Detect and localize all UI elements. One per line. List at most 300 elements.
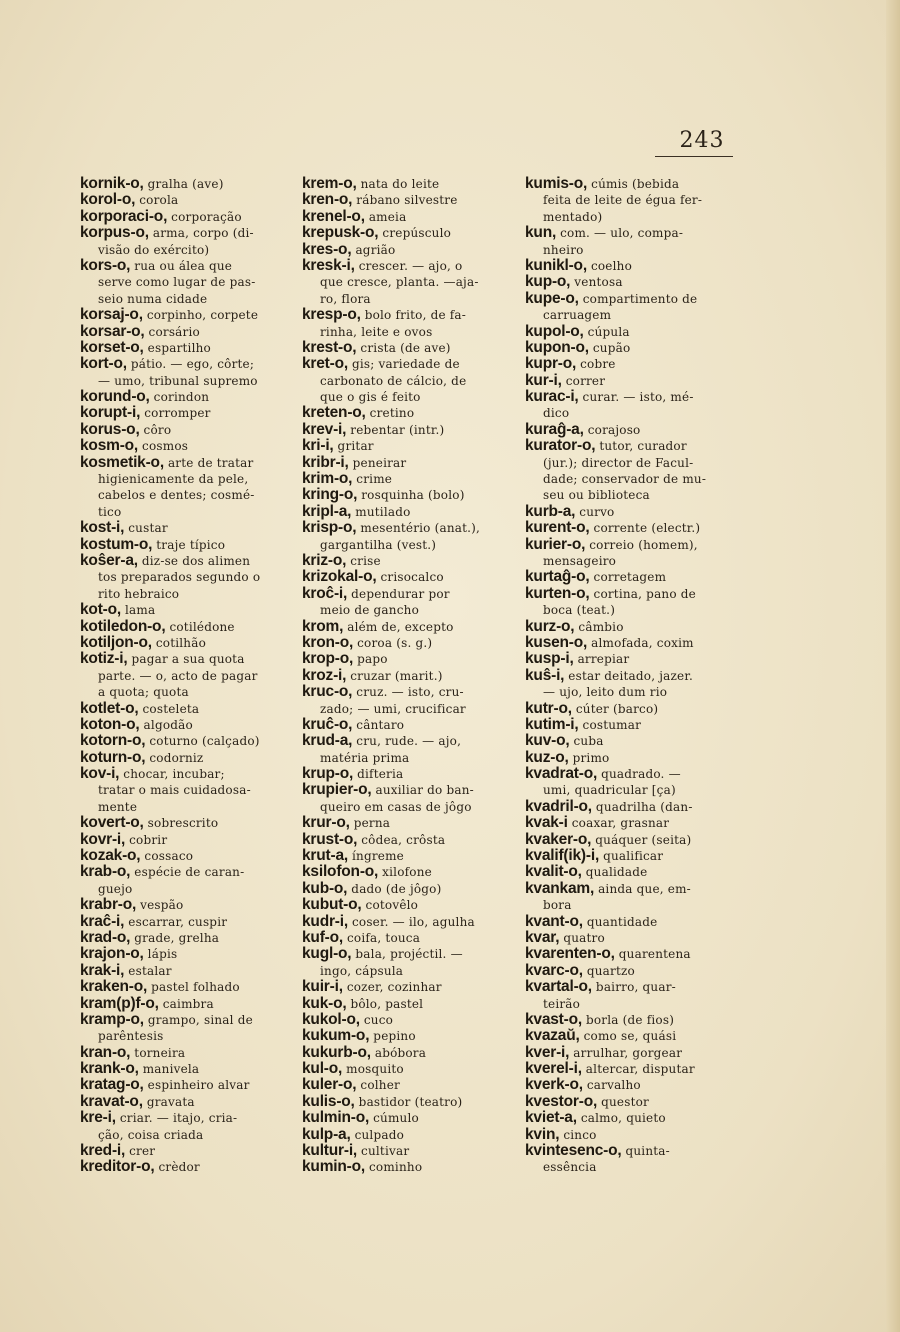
entry-headword: kulmin-o, bbox=[302, 1110, 370, 1127]
entry-definition: espartilho bbox=[143, 340, 211, 355]
entry-definition: costeleta bbox=[138, 701, 200, 716]
entry-definition: dado (de jôgo) bbox=[347, 881, 442, 896]
entry-headword: kot-o, bbox=[80, 602, 121, 619]
entry-definition: arrulhar, gorgear bbox=[569, 1045, 683, 1060]
dictionary-entry bbox=[525, 717, 737, 733]
entry-definition: criar. — itajo, cria- bbox=[115, 1111, 238, 1126]
entry-definition: torneira bbox=[130, 1045, 186, 1060]
entry-definition: diz-se dos alimen bbox=[137, 553, 251, 568]
entry-headword: kub-o, bbox=[302, 880, 348, 897]
entry-definition: cobre bbox=[576, 357, 616, 372]
dictionary-entry bbox=[302, 520, 512, 536]
entry-headword: kurb-a, bbox=[525, 503, 576, 520]
entry-definition: a quota; quota bbox=[98, 685, 189, 700]
dictionary-entry bbox=[80, 914, 288, 930]
entry-headword: kuz-o, bbox=[525, 749, 569, 766]
entry-definition: gis; variedade de bbox=[347, 357, 460, 372]
entry-headword: kraĉ-i, bbox=[80, 913, 125, 930]
entry-headword: kupon-o, bbox=[525, 339, 589, 356]
entry-headword: krenel-o, bbox=[302, 208, 365, 225]
dictionary-entry bbox=[80, 324, 288, 340]
entry-definition: cru, rude. — ajo, bbox=[352, 734, 462, 749]
entry-definition: custar bbox=[124, 521, 168, 536]
dictionary-entry bbox=[80, 651, 288, 667]
dictionary-entry bbox=[525, 799, 737, 815]
entry-headword: kraken-o, bbox=[80, 979, 148, 996]
entry-continuation bbox=[302, 602, 512, 618]
entry-definition: que o gis é feito bbox=[320, 390, 421, 405]
entry-continuation bbox=[80, 291, 288, 307]
dictionary-entry bbox=[80, 766, 288, 782]
entry-headword: korund-o, bbox=[80, 389, 150, 406]
entry-definition: coaxar, grasnar bbox=[567, 816, 670, 831]
dictionary-entry bbox=[80, 225, 288, 241]
entry-definition: mensageiro bbox=[543, 553, 617, 568]
dictionary-entry bbox=[302, 1012, 512, 1028]
dictionary-entry bbox=[302, 1110, 512, 1126]
entry-headword: korsaj-o, bbox=[80, 307, 143, 324]
entry-headword: krut-a, bbox=[302, 848, 348, 865]
entry-headword: krim-o, bbox=[302, 471, 353, 488]
entry-definition: coroa (s. g.) bbox=[353, 635, 433, 650]
entry-definition: coser. — ilo, agulha bbox=[347, 914, 475, 929]
entry-headword: kusen-o, bbox=[525, 634, 588, 651]
entry-definition: pátio. — ego, côrte; bbox=[126, 357, 255, 372]
dictionary-entry bbox=[80, 815, 288, 831]
dictionary-entry bbox=[525, 586, 737, 602]
entry-headword: kri-i, bbox=[302, 438, 334, 455]
entry-headword: krepusk-o, bbox=[302, 225, 379, 242]
entry-headword: kulis-o, bbox=[302, 1093, 355, 1110]
entry-headword: kovert-o, bbox=[80, 815, 144, 832]
entry-headword: kramp-o, bbox=[80, 1011, 144, 1028]
entry-definition: compartimento de bbox=[578, 291, 698, 306]
dictionary-entry bbox=[80, 635, 288, 651]
entry-definition: agrião bbox=[351, 242, 396, 257]
entry-definition: visão do exército) bbox=[98, 242, 210, 257]
entry-definition: quáquer (seita) bbox=[591, 832, 692, 847]
entry-definition: questor bbox=[597, 1094, 649, 1109]
dictionary-entry bbox=[525, 1094, 737, 1110]
entry-headword: kurator-o, bbox=[525, 438, 596, 455]
entry-headword: kverel-i, bbox=[525, 1061, 582, 1078]
entry-definition: queiro em casas de jôgo bbox=[320, 799, 472, 814]
entry-definition: gritar bbox=[333, 439, 374, 454]
entry-definition: crisocalco bbox=[376, 570, 444, 585]
entry-definition: câmbio bbox=[574, 619, 624, 634]
entry-headword: krop-o, bbox=[302, 651, 354, 668]
entry-definition: difteria bbox=[353, 767, 404, 782]
entry-headword: kotorn-o, bbox=[80, 733, 146, 750]
entry-headword: kuraĝ-a, bbox=[525, 421, 584, 438]
entry-continuation bbox=[525, 996, 737, 1012]
dictionary-entry bbox=[525, 258, 737, 274]
entry-headword: krank-o, bbox=[80, 1061, 139, 1078]
entry-continuation bbox=[525, 242, 737, 258]
entry-headword: krisp-o, bbox=[302, 520, 357, 537]
entry-headword: kvant-o, bbox=[525, 913, 583, 930]
entry-headword: korol-o, bbox=[80, 192, 136, 209]
entry-definition: corpinho, corpete bbox=[142, 308, 259, 323]
dictionary-entry bbox=[302, 864, 512, 880]
dictionary-entry bbox=[525, 537, 737, 553]
dictionary-entry bbox=[525, 848, 737, 864]
entry-headword: krest-o, bbox=[302, 339, 357, 356]
entry-headword: kren-o, bbox=[302, 192, 353, 209]
dictionary-entry bbox=[525, 225, 737, 241]
entry-definition: gravata bbox=[142, 1094, 195, 1109]
entry-continuation bbox=[302, 701, 512, 717]
entry-definition: parte. — o, acto de pagar bbox=[98, 668, 258, 683]
entry-headword: koŝer-a, bbox=[80, 552, 138, 569]
entry-definition: xilofone bbox=[378, 865, 432, 880]
entry-definition: crepúsculo bbox=[378, 226, 452, 241]
entry-continuation bbox=[302, 274, 512, 290]
entry-continuation bbox=[80, 1127, 288, 1143]
entry-continuation bbox=[525, 782, 737, 798]
entry-definition: crista (de ave) bbox=[356, 340, 451, 355]
dictionary-entry bbox=[302, 635, 512, 651]
entry-headword: krem-o, bbox=[302, 176, 357, 192]
entry-headword: kurent-o, bbox=[525, 520, 590, 537]
entry-continuation bbox=[80, 471, 288, 487]
entry-definition: curvo bbox=[575, 504, 615, 519]
entry-definition: escarrar, cuspir bbox=[124, 914, 228, 929]
dictionary-entry bbox=[80, 979, 288, 995]
dictionary-entry bbox=[525, 520, 737, 536]
dictionary-entry bbox=[80, 1077, 288, 1093]
entry-headword: kurz-o, bbox=[525, 618, 575, 635]
entry-definition: nata do leite bbox=[356, 177, 440, 191]
entry-definition: correio (homem), bbox=[585, 537, 698, 552]
entry-definition: pastel folhado bbox=[147, 980, 240, 995]
entry-definition: rosquinha (bolo) bbox=[357, 488, 465, 503]
entry-headword: kresp-o, bbox=[302, 307, 361, 324]
entry-definition: traje típico bbox=[152, 537, 226, 552]
entry-definition: corporação bbox=[167, 209, 242, 224]
entry-headword: kret-o, bbox=[302, 356, 348, 373]
dictionary-entry bbox=[302, 176, 512, 192]
entry-definition: mente bbox=[98, 799, 138, 814]
dictionary-entry bbox=[80, 996, 288, 1012]
dictionary-entry bbox=[302, 356, 512, 372]
entry-definition: ingo, cápsula bbox=[320, 963, 404, 978]
entry-definition: corindon bbox=[149, 390, 210, 405]
entry-headword: kuŝ-i, bbox=[525, 667, 565, 684]
entry-definition: lama bbox=[121, 603, 156, 618]
entry-continuation bbox=[80, 242, 288, 258]
entry-headword: kurten-o, bbox=[525, 585, 590, 602]
entry-definition: cuco bbox=[359, 1012, 394, 1027]
entry-headword: kresk-i, bbox=[302, 257, 355, 274]
entry-definition: mutilado bbox=[351, 504, 411, 519]
dictionary-entry bbox=[80, 930, 288, 946]
dictionary-entry bbox=[80, 1012, 288, 1028]
dictionary-entry bbox=[302, 766, 512, 782]
dictionary-entry bbox=[525, 750, 737, 766]
dictionary-entry bbox=[80, 553, 288, 569]
entry-headword: krab-o, bbox=[80, 864, 131, 881]
entry-definition: almofada, coxim bbox=[587, 635, 694, 650]
dictionary-entry bbox=[80, 602, 288, 618]
entry-definition: perna bbox=[349, 816, 391, 831]
page-edge bbox=[886, 0, 900, 1332]
entry-continuation bbox=[80, 274, 288, 290]
entry-headword: kul-o, bbox=[302, 1061, 343, 1078]
entry-definition: quarentena bbox=[614, 947, 691, 962]
entry-definition: com. — ulo, compa- bbox=[556, 226, 684, 241]
entry-definition: crescer. — ajo, o bbox=[354, 258, 463, 273]
entry-headword: kvadril-o, bbox=[525, 798, 592, 815]
entry-headword: kukol-o, bbox=[302, 1011, 360, 1028]
entry-definition: tos preparados segundo o bbox=[98, 570, 261, 585]
dictionary-entry bbox=[80, 1061, 288, 1077]
entry-definition: ção, coisa criada bbox=[98, 1127, 204, 1142]
entry-headword: kribr-i, bbox=[302, 454, 349, 471]
entry-definition: zado; — umi, crucificar bbox=[320, 701, 466, 716]
dictionary-entry bbox=[80, 537, 288, 553]
dictionary-entry bbox=[525, 373, 737, 389]
entry-definition: arrepiar bbox=[573, 652, 630, 667]
dictionary-entry bbox=[80, 848, 288, 864]
entry-headword: kuler-o, bbox=[302, 1077, 357, 1094]
entry-headword: kupr-o, bbox=[525, 356, 577, 373]
entry-headword: kun, bbox=[525, 225, 557, 242]
dictionary-entry bbox=[525, 963, 737, 979]
entry-headword: kram(p)f-o, bbox=[80, 995, 159, 1012]
entry-headword: korsar-o, bbox=[80, 323, 145, 340]
dictionary-entry bbox=[525, 274, 737, 290]
entry-definition: cúmis (bebida bbox=[587, 177, 680, 191]
entry-headword: krud-a, bbox=[302, 733, 353, 750]
entry-definition: cinco bbox=[559, 1127, 597, 1142]
entry-continuation bbox=[80, 799, 288, 815]
entry-definition: côro bbox=[139, 422, 172, 437]
dictionary-entry bbox=[525, 389, 737, 405]
entry-headword: kotiledon-o, bbox=[80, 618, 166, 635]
entry-headword: kosm-o, bbox=[80, 438, 139, 455]
dictionary-entry bbox=[302, 569, 512, 585]
entry-definition: sobrescrito bbox=[143, 816, 219, 831]
entry-definition: essência bbox=[543, 1160, 597, 1175]
entry-headword: kumin-o, bbox=[302, 1159, 365, 1176]
entry-definition: lápis bbox=[143, 947, 178, 962]
entry-definition: mosquito bbox=[342, 1062, 404, 1077]
entry-definition: crise bbox=[346, 553, 381, 568]
entry-definition: íngreme bbox=[347, 849, 404, 864]
entry-definition: seio numa cidade bbox=[98, 291, 208, 306]
dictionary-entry bbox=[80, 750, 288, 766]
entry-definition: correr bbox=[561, 373, 606, 388]
dictionary-entry bbox=[80, 619, 288, 635]
dictionary-entry bbox=[302, 586, 512, 602]
entry-headword: korpus-o, bbox=[80, 225, 149, 242]
entry-definition: feita de leite de égua fer- bbox=[543, 193, 703, 208]
entry-continuation bbox=[525, 1159, 737, 1175]
entry-headword: krajon-o, bbox=[80, 946, 144, 963]
dictionary-entry bbox=[80, 192, 288, 208]
entry-headword: krev-i, bbox=[302, 421, 347, 438]
entry-headword: kurtaĝ-o, bbox=[525, 569, 590, 586]
entry-headword: kuk-o, bbox=[302, 995, 347, 1012]
entry-definition: dade; conservador de mu- bbox=[543, 472, 707, 487]
entry-definition: que cresce, planta. —aja- bbox=[320, 275, 479, 290]
entry-continuation bbox=[302, 389, 512, 405]
entry-headword: krup-o, bbox=[302, 766, 354, 783]
dictionary-entry bbox=[302, 340, 512, 356]
dictionary-entry bbox=[302, 455, 512, 471]
entry-continuation bbox=[525, 684, 737, 700]
dictionary-entry bbox=[80, 701, 288, 717]
entry-headword: kre-i, bbox=[80, 1110, 116, 1127]
entry-definition: culpado bbox=[350, 1127, 405, 1142]
entry-definition: (jur.); director de Facul- bbox=[543, 455, 694, 470]
entry-headword: kotiz-i, bbox=[80, 651, 128, 668]
entry-definition: qualidade bbox=[581, 865, 648, 880]
entry-continuation bbox=[80, 684, 288, 700]
entry-definition: quinta- bbox=[621, 1144, 670, 1159]
entry-continuation bbox=[525, 405, 737, 421]
entry-definition: quartzo bbox=[582, 963, 635, 978]
entry-headword: kvankam, bbox=[525, 880, 595, 897]
entry-definition: nheiro bbox=[543, 242, 584, 257]
dictionary-entry bbox=[80, 832, 288, 848]
entry-continuation bbox=[80, 782, 288, 798]
entry-headword: kvak-i bbox=[525, 815, 568, 832]
entry-definition: cortina, pano de bbox=[589, 586, 696, 601]
dictionary-entry bbox=[302, 1159, 512, 1175]
entry-definition: borla (de fios) bbox=[581, 1012, 675, 1027]
entry-definition: cúter (barco) bbox=[571, 701, 659, 716]
entry-headword: kup-o, bbox=[525, 274, 571, 291]
entry-headword: kred-i, bbox=[80, 1143, 126, 1160]
entry-headword: kuf-o, bbox=[302, 929, 343, 946]
entry-definition: cabelos e dentes; cosmé- bbox=[98, 488, 255, 503]
entry-continuation bbox=[525, 192, 737, 208]
dictionary-entry bbox=[80, 356, 288, 372]
dictionary-entry bbox=[302, 1061, 512, 1077]
dictionary-entry bbox=[525, 356, 737, 372]
dictionary-entry bbox=[302, 422, 512, 438]
entry-headword: krabr-o, bbox=[80, 897, 137, 914]
entry-headword: kov-i, bbox=[80, 766, 120, 783]
entry-headword: krizokal-o, bbox=[302, 569, 377, 586]
entry-definition: mentado) bbox=[543, 209, 603, 224]
entry-headword: korus-o, bbox=[80, 421, 140, 438]
entry-headword: kvin, bbox=[525, 1126, 560, 1143]
entry-definition: grampo, sinal de bbox=[143, 1012, 253, 1027]
entry-definition: bolo frito, de fa- bbox=[360, 308, 467, 323]
dictionary-entry bbox=[80, 1045, 288, 1061]
entry-headword: krur-o, bbox=[302, 815, 350, 832]
dictionary-entry bbox=[80, 520, 288, 536]
entry-continuation bbox=[302, 963, 512, 979]
entry-definition: dependurar por bbox=[347, 586, 450, 601]
dictionary-entry bbox=[80, 176, 288, 192]
dictionary-entry bbox=[302, 684, 512, 700]
entry-headword: kruc-o, bbox=[302, 684, 353, 701]
entry-headword: kreditor-o, bbox=[80, 1159, 155, 1176]
entry-headword: kvartal-o, bbox=[525, 979, 592, 996]
entry-headword: kvazaŭ, bbox=[525, 1028, 580, 1045]
dictionary-entry bbox=[525, 864, 737, 880]
entry-headword: kugl-o, bbox=[302, 946, 352, 963]
entry-definition: meio de gancho bbox=[320, 603, 419, 618]
dictionary-entry bbox=[302, 996, 512, 1012]
entry-headword: kukum-o, bbox=[302, 1028, 370, 1045]
entry-definition: calmo, quieto bbox=[576, 1111, 666, 1126]
dictionary-entry bbox=[525, 668, 737, 684]
entry-definition: quantidade bbox=[582, 914, 658, 929]
entry-headword: kors-o, bbox=[80, 257, 131, 274]
dictionary-entry bbox=[525, 832, 737, 848]
entry-headword: kost-i, bbox=[80, 520, 125, 537]
entry-definition: ameia bbox=[364, 209, 407, 224]
dictionary-entry bbox=[302, 504, 512, 520]
entry-continuation bbox=[302, 537, 512, 553]
entry-headword: kultur-i, bbox=[302, 1143, 358, 1160]
entry-headword: kran-o, bbox=[80, 1044, 131, 1061]
entry-continuation bbox=[80, 504, 288, 520]
entry-definition: umi, quadricular [ça) bbox=[543, 783, 676, 798]
entry-headword: kur-i, bbox=[525, 372, 562, 389]
entry-definition: estalar bbox=[124, 963, 172, 978]
dictionary-entry bbox=[302, 881, 512, 897]
entry-definition: chocar, incubar; bbox=[119, 767, 225, 782]
column-1 bbox=[80, 176, 288, 1176]
dictionary-entry bbox=[80, 1094, 288, 1110]
entry-definition: tutor, curador bbox=[595, 439, 687, 454]
entry-definition: caimbra bbox=[158, 996, 214, 1011]
dictionary-entry bbox=[302, 651, 512, 667]
entry-definition: rábano silvestre bbox=[352, 193, 458, 208]
entry-headword: koturn-o, bbox=[80, 749, 146, 766]
entry-definition: cruz. — isto, cru- bbox=[352, 685, 464, 700]
entry-definition: primo bbox=[568, 750, 610, 765]
entry-definition: gralha (ave) bbox=[143, 177, 224, 191]
entry-continuation bbox=[525, 471, 737, 487]
entry-headword: kron-o, bbox=[302, 634, 354, 651]
entry-definition: crime bbox=[352, 472, 393, 487]
entry-definition: gargantilha (vest.) bbox=[320, 537, 437, 552]
entry-headword: kvestor-o, bbox=[525, 1093, 598, 1110]
entry-continuation bbox=[302, 324, 512, 340]
entry-headword: kvarenten-o, bbox=[525, 946, 615, 963]
entry-definition: costumar bbox=[578, 717, 642, 732]
dictionary-entry bbox=[302, 242, 512, 258]
dictionary-entry bbox=[525, 766, 737, 782]
dictionary-entry bbox=[525, 1061, 737, 1077]
dictionary-entry bbox=[302, 471, 512, 487]
entry-definition: arte de tratar bbox=[163, 455, 254, 470]
entry-definition: côdea, crôsta bbox=[357, 832, 446, 847]
dictionary-entry bbox=[525, 438, 737, 454]
entry-definition: bala, projéctil. — bbox=[351, 947, 463, 962]
entry-definition: bairro, quar- bbox=[591, 980, 676, 995]
entry-definition: estar deitado, jazer. bbox=[564, 668, 693, 683]
entry-definition: coturno (calçado) bbox=[145, 734, 260, 749]
entry-headword: kratag-o, bbox=[80, 1077, 144, 1094]
dictionary-entry bbox=[302, 1045, 512, 1061]
entry-headword: kosmetik-o, bbox=[80, 454, 164, 471]
entry-definition: cobrir bbox=[125, 832, 168, 847]
dictionary-entry bbox=[525, 979, 737, 995]
entry-definition: quatro bbox=[559, 930, 605, 945]
entry-headword: kuir-i, bbox=[302, 979, 343, 996]
entry-definition: arma, corpo (di- bbox=[148, 226, 254, 241]
entry-headword: kubut-o, bbox=[302, 897, 362, 914]
entry-definition: bora bbox=[543, 898, 572, 913]
